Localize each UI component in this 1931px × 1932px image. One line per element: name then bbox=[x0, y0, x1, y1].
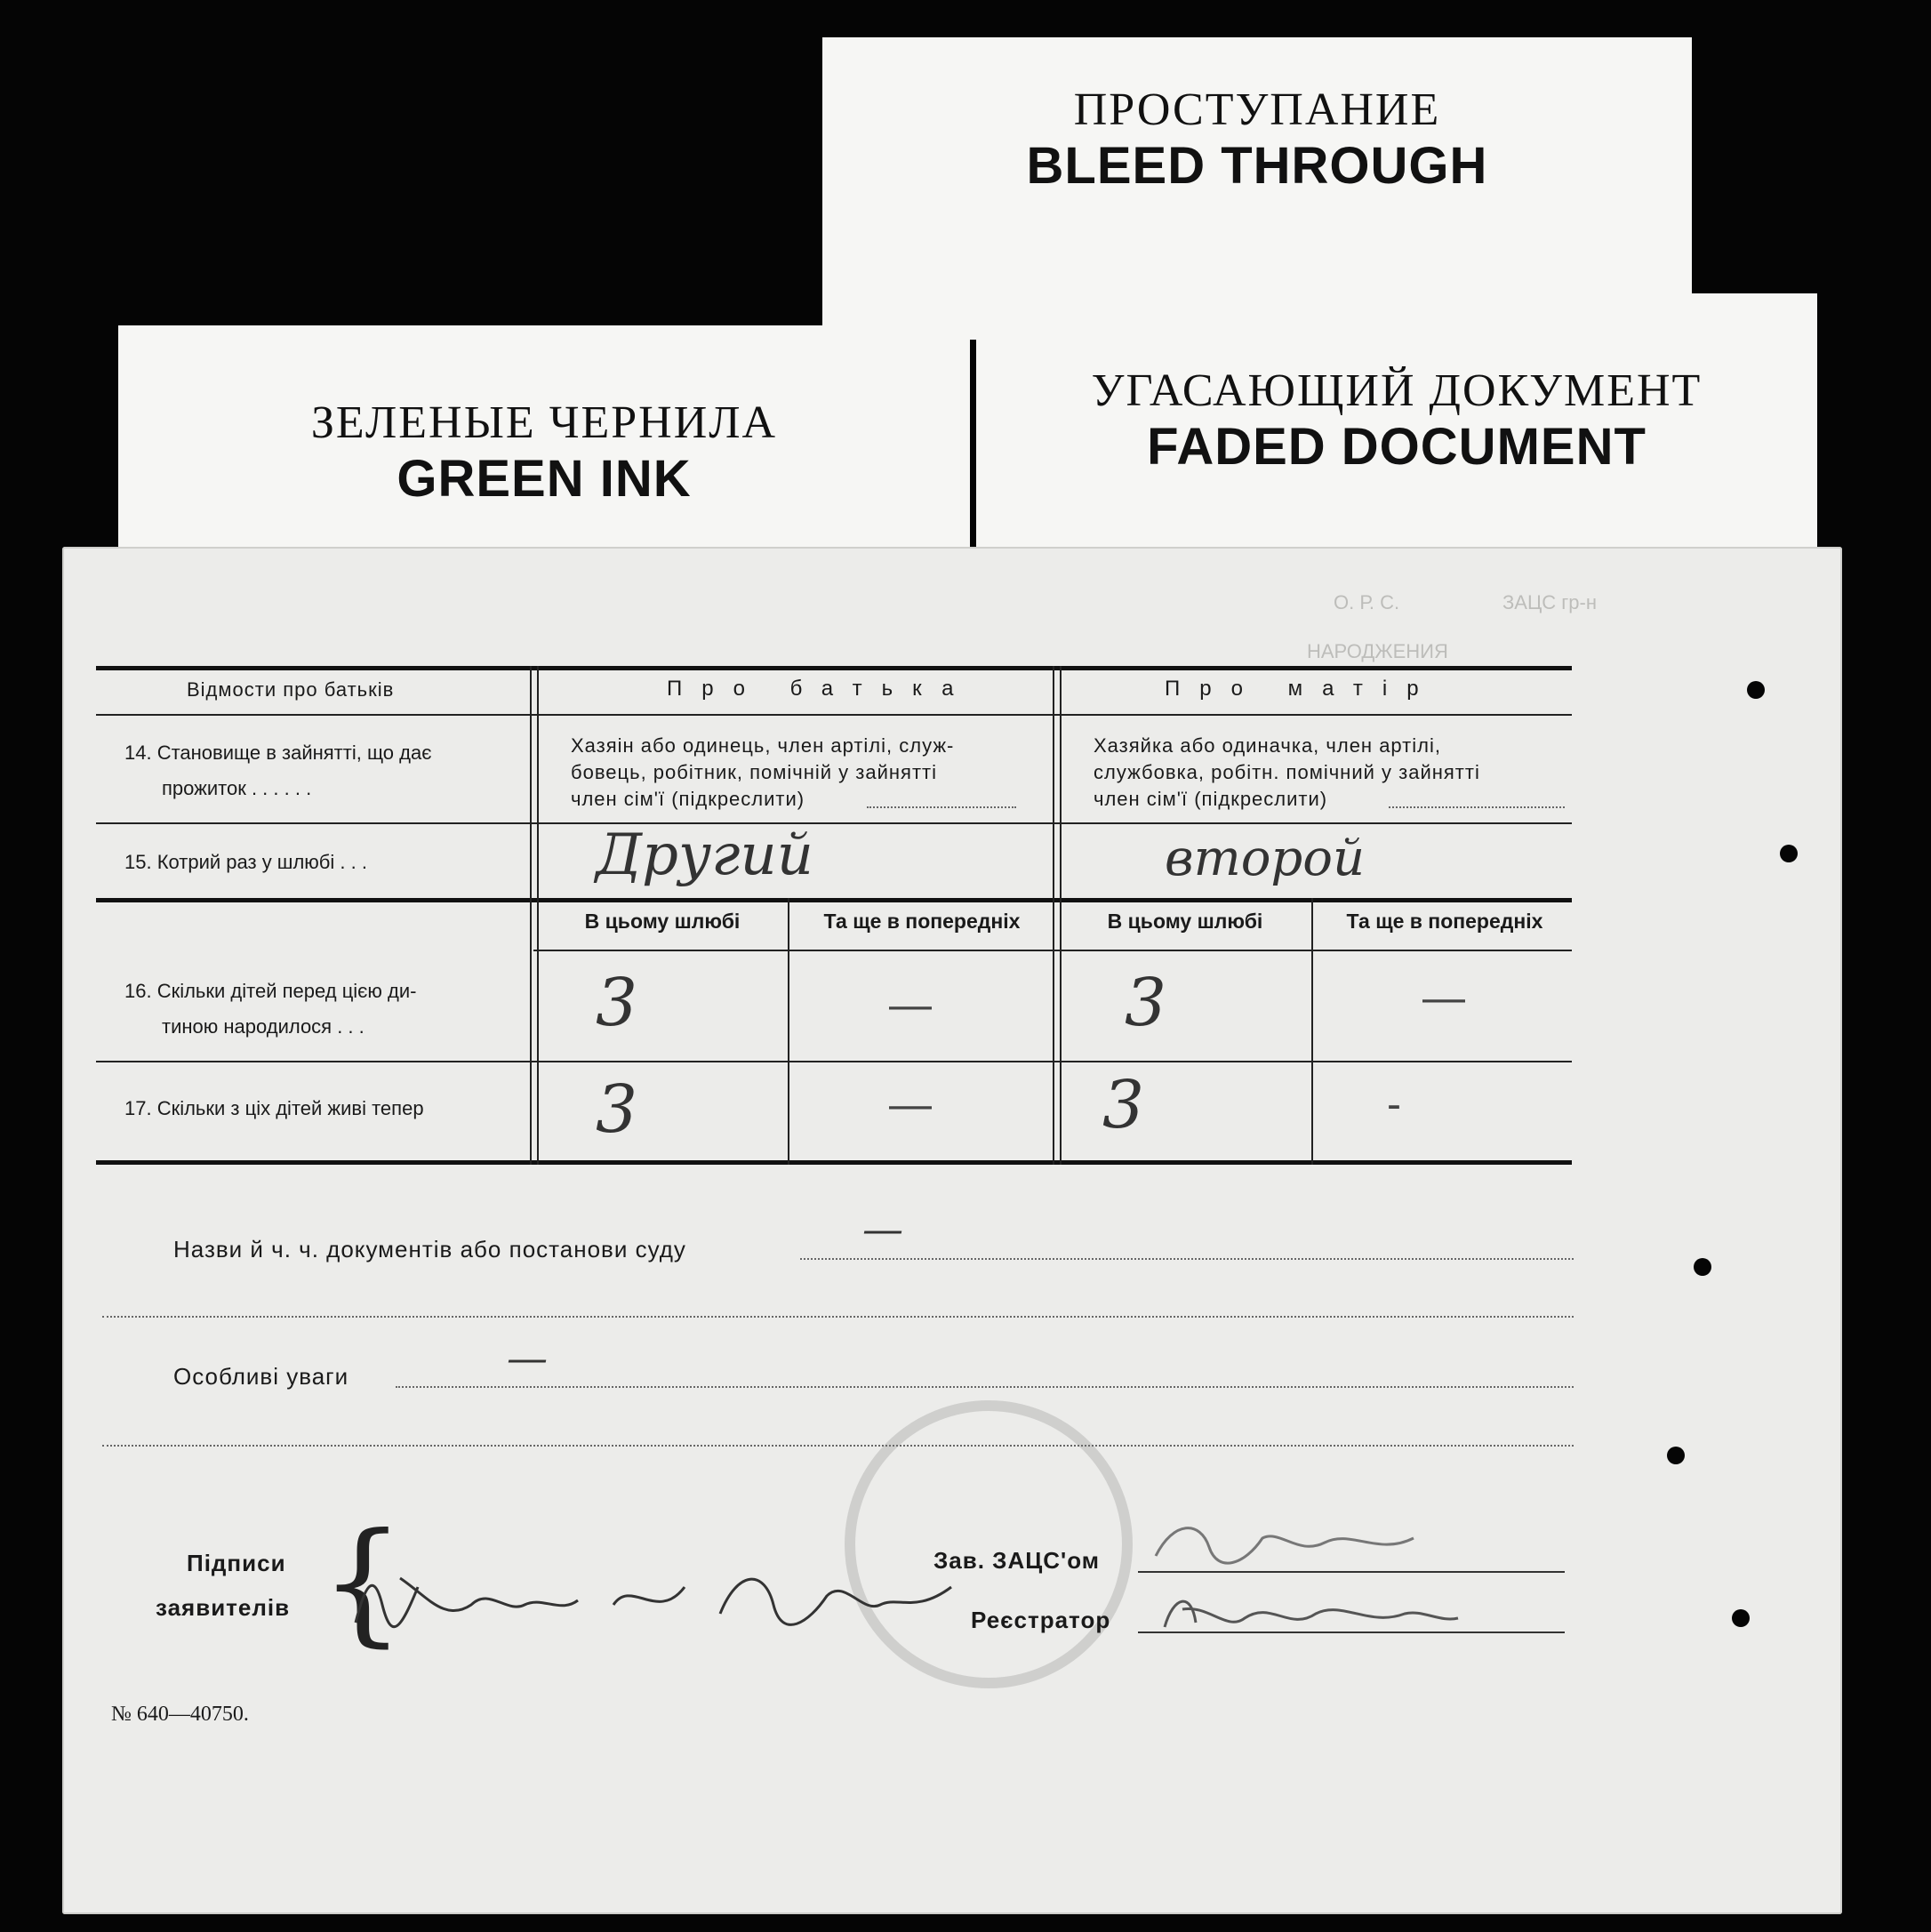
row14-father-line1: Хазяін або одинець, член артілі, служ- bbox=[571, 734, 955, 757]
signatures-label: Підписи bbox=[187, 1550, 286, 1576]
dotted-line bbox=[102, 1445, 1574, 1447]
row17-mother-this: 3 bbox=[1102, 1067, 1145, 1143]
ghost-text: О. Р. С. bbox=[1334, 591, 1400, 613]
row16-rule bbox=[96, 1061, 1572, 1062]
notes-value: — bbox=[507, 1334, 548, 1382]
col-divider bbox=[788, 898, 789, 1165]
row16-mother-prev: — bbox=[1422, 974, 1465, 1022]
row16-label-cont: тиною народилося . . . bbox=[162, 1015, 365, 1038]
row14-mother-line1: Хазяйка або одиначка, член артілі, bbox=[1094, 734, 1441, 757]
green-ink-card bbox=[118, 325, 970, 551]
green-ink-ru: ЗЕЛЕНЫЕ ЧЕРНИЛА bbox=[310, 397, 778, 448]
form-sheet bbox=[62, 547, 1842, 1914]
row17-label: 17. Скільки з ціх дітей живі тепер bbox=[124, 1097, 424, 1119]
official-stamp bbox=[845, 1400, 1133, 1688]
row14-label: 14. Становище в зайнятті, що дає bbox=[124, 742, 432, 764]
row14-label-cont: прожиток . . . . . . bbox=[162, 777, 312, 799]
documents-label: Назви й ч. ч. документів або постанови суду bbox=[173, 1236, 686, 1263]
punch-hole bbox=[1732, 1609, 1750, 1627]
subheader-mother-this: В цьому шлюбі bbox=[1107, 910, 1263, 933]
header-col1: Відмости про батьків bbox=[187, 678, 395, 701]
table-top-rule bbox=[96, 666, 1572, 670]
punch-hole bbox=[1747, 681, 1765, 699]
table-bottom-rule bbox=[96, 1160, 1572, 1165]
notes-label: Особливі уваги bbox=[173, 1363, 349, 1390]
header-mother: Про матір bbox=[1165, 677, 1438, 701]
row15-mother-value: второй bbox=[1165, 830, 1366, 887]
dotted-line bbox=[102, 1316, 1574, 1318]
faded-document-ru: УГАСАЮЩИЙ ДОКУМЕНТ bbox=[1091, 365, 1703, 416]
ghost-text: НАРОДЖЕНИЯ bbox=[1307, 640, 1448, 662]
registrar-label: Реєстратор bbox=[971, 1607, 1111, 1633]
header-father: Про батька bbox=[667, 677, 974, 701]
subheader-mother-prev: Та ще в попередніх bbox=[1346, 910, 1543, 933]
brace-icon: { bbox=[320, 1505, 405, 1660]
subheader-father-this: В цьому шлюбі bbox=[584, 910, 741, 933]
row16-mother-this: 3 bbox=[1125, 965, 1167, 1041]
dotted-line bbox=[1389, 806, 1565, 808]
row15-rule bbox=[96, 898, 1572, 902]
row16-label: 16. Скільки дітей перед цією ди- bbox=[124, 980, 417, 1002]
punch-hole bbox=[1667, 1447, 1685, 1464]
faded-document-card bbox=[976, 293, 1817, 551]
punch-hole bbox=[1780, 845, 1798, 862]
documents-value: — bbox=[862, 1205, 903, 1253]
zags-head-label: Зав. ЗАЦС'ом bbox=[933, 1547, 1100, 1574]
faded-document-en: FADED DOCUMENT bbox=[1147, 418, 1647, 476]
dotted-line bbox=[396, 1386, 1574, 1388]
applicant-signatures bbox=[347, 1551, 987, 1640]
row14-father-line3: член сім'ї (підкреслити) bbox=[571, 788, 805, 810]
row17-mother-prev: - bbox=[1387, 1081, 1401, 1128]
row16-father-prev: — bbox=[889, 982, 932, 1029]
zags-head-signature bbox=[1147, 1511, 1431, 1574]
dotted-line bbox=[800, 1258, 1574, 1260]
row15-label: 15. Котрий раз у шлюбі . . . bbox=[124, 851, 367, 873]
ghost-text: ЗАЦС гр-н bbox=[1502, 591, 1597, 613]
row16-father-this: 3 bbox=[596, 965, 638, 1041]
row14-mother-line3: член сім'ї (підкреслити) bbox=[1094, 788, 1328, 810]
row17-father-prev: — bbox=[889, 1081, 932, 1128]
subheader-father-prev: Та ще в попередніх bbox=[823, 910, 1021, 933]
row17-father-this: 3 bbox=[596, 1071, 638, 1148]
bleed-through-en: BLEED THROUGH bbox=[1026, 137, 1488, 195]
header-rule bbox=[96, 714, 1572, 716]
row14-father-line2: бовець, робітник, помічній у зайнятті bbox=[571, 761, 938, 783]
registrar-signature bbox=[1156, 1578, 1476, 1640]
bleed-through-ru: ПРОСТУПАНИЕ bbox=[1073, 84, 1441, 135]
row14-rule bbox=[96, 822, 1572, 824]
dotted-line bbox=[867, 806, 1016, 808]
col-divider bbox=[1311, 898, 1313, 1165]
form-number: № 640—40750. bbox=[111, 1703, 249, 1726]
green-ink-en: GREEN INK bbox=[397, 450, 692, 508]
row14-mother-line2: службовка, робітн. помічний у зайнятті bbox=[1094, 761, 1480, 783]
row15-father-value: Другий bbox=[596, 822, 813, 888]
signatures-label-cont: заявителів bbox=[156, 1594, 291, 1621]
punch-hole bbox=[1694, 1258, 1711, 1276]
